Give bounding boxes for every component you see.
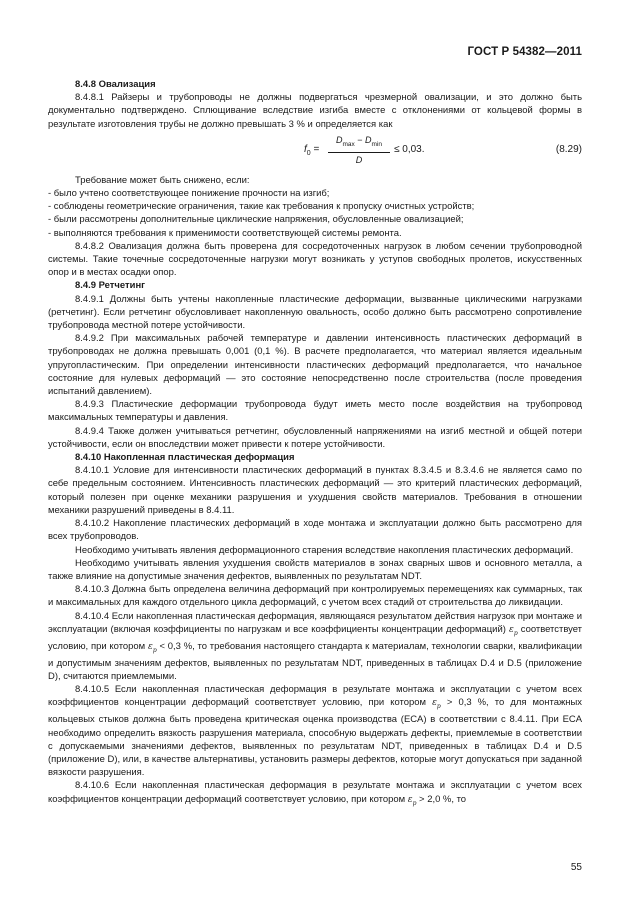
paragraph: 8.4.9.4 Также должен учитываться ретчетинг, обусловленный напряжениями на изгиб местной и общей потери устойчивости, если он впоследствии может привести к потере устойчивости. [48, 425, 582, 450]
formula-denominator: D [355, 154, 363, 165]
page-number: 55 [570, 862, 582, 873]
paragraph-8-4-10-5: 8.4.10.5 Если накопленная пластическая деформация в результате монтажа и эксплуатации с учетом всех коэффициентов концентрации деформаций соответствует условию, при котором $\varepsilon_p > 0,3$ %, то для монтажных кольцевых стыков должна быть проведена критическая оценка производства (ECA) в соответствии с 8.4.11. При ECA необходимо определить вязкость разрушения материала, способную выдержать дефекты, приемлемые в соответствии с допускаемыми значениями дефектов, выявленных по результатам NDT, приведенных в таблицах D.4 и D.5 (приложение D), или, в качестве альтернативы, установить размеры дефектов, которые могут допускаться при заданной вязкости разрушения. [48, 684, 582, 779]
paragraph: 8.4.9.1 Должны быть учтены накопленные пластические деформации, вызванные циклическими нагрузками (ретчетинг). Если ретчетинг обусловливает накопленную овальность, особо должно быть рассмотрено сопротивление трубопровода местной потере устойчивости. [48, 293, 582, 332]
epsilon-p-symbol: $\varepsilon_p$ [432, 698, 441, 711]
formula-number: (8.29) [555, 143, 582, 155]
epsilon-p-symbol: $\varepsilon_p$ [508, 624, 518, 637]
paragraph-8-4-10-4: 8.4.10.4 Если накопленная пластическая деформация, являющаяся результатом действия нагрузок при монтаже и эксплуатации (включая коэффициенты по нагрузкам и все коэффициенты концентрации деформаций) $\varepsilon_p$ соответствует условию, при котором $\varepsilon_p < 0,3$ %, то требования настоящего стандарта к материалам, технологии сварки, квалификации и допустимым значениям дефектов, выявленных по результатам NDT, приведенных в таблицах D.4 и D.5 (приложение D), считаются приемлемыми. [48, 610, 583, 682]
section-heading: 8.4.10 Накопленная пластическая деформация [75, 452, 295, 464]
list-item: - были рассмотрены дополнительные циклические напряжения, обусловленные овализацией; [48, 214, 464, 226]
standard-number: ГОСТ Р 54382—2011 [467, 46, 582, 58]
paragraph: Требование может быть снижено, если: [75, 174, 250, 186]
paragraph-8-4-10-6: 8.4.10.6 Если накопленная пластическая деформация в результате монтажа и эксплуатации с учетом всех коэффициентов концентрации деформаций соответствует условию, при котором $\varepsilon_p > 2,0$ %, то [48, 780, 582, 807]
section-8-4-8-intro [48, 78, 582, 131]
epsilon-p-symbol: $\varepsilon_p$ [147, 641, 157, 654]
formula-8-29 [48, 132, 582, 170]
section-heading: 8.4.8 Овализация [75, 79, 156, 90]
list-item: - соблюдены геометрические ограничения, такие как требования к пропуску очистных устройств; [48, 201, 475, 213]
list-item: - было учтено соответствующее понижение прочности на изгиб; [48, 188, 330, 200]
document-body [48, 78, 582, 810]
section-heading: 8.4.9 Ретчетинг [75, 280, 146, 292]
formula-lhs: $f_0$ = [304, 143, 320, 157]
paragraph: 8.4.9.2 При максимальных рабочей температуре и давлении интенсивность пластических деформаций в трубопроводах не должна превышать 0,001 (0,1 %). В расчете предполагается, что материал является идеальным упругопластическим. При определении интенсивности пластических деформаций предполагается, что начальное состояние для нулевых деформаций — это состояние непосредственно после строительства (после проведения испытаний давлением). [48, 333, 582, 398]
paragraph: Необходимо учитывать явления ухудшения свойств материалов в зонах сварных швов и основного металла, а также влияние на допустимые значения дефектов, выявленных по результатам NDT. [48, 557, 582, 582]
paragraph: 8.4.8.2 Овализация должна быть проверена для сосредоточенных нагрузок в любом сечении трубопроводной системы. Такие точечные сосредоточенные нагрузки могут возникать у уступов свободных пролетов, искусственных опор и в местах осадки опор. [48, 240, 582, 279]
formula-numerator: $D_{max} - D_{min}$ [328, 134, 390, 153]
paragraph: 8.4.10.2 Накопление пластических деформаций в ходе монтажа и эксплуатации должно быть рассмотрено для всех трубопроводов. [48, 518, 582, 543]
formula-fraction [328, 134, 390, 167]
formula-rhs: ≤ 0,03. [394, 143, 425, 155]
epsilon-p-symbol: $\varepsilon_p$ [407, 794, 417, 807]
paragraph: 8.4.10.3 Должна быть определена величина деформаций при контролируемых перемещениях как суммарных, так и максимальных для каждого отдельного цикла деформаций, с учетом всех стадий от строительства до ликвидации. [48, 584, 582, 609]
paragraph: 8.4.8.1 Райзеры и трубопроводы не должны подвергаться чрезмерной овализации, и это должно быть документально подтверждено. Сплющивание вследствие изгиба вместе с отклонениями от кольцевой формы в результате изготовления трубы не должно превышать 3 % и определяется как [48, 92, 582, 130]
list-item: - выполняются требования к применимости соответствующей системы ремонта. [48, 227, 402, 239]
sections-body [48, 174, 582, 610]
paragraph: 8.4.9.3 Пластические деформации трубопровода будут иметь место после воздействия на трубопровод максимальных температуры и давления. [48, 399, 582, 424]
paragraph: 8.4.10.1 Условие для интенсивности пластических деформаций в пунктах 8.3.4.5 и 8.3.4.6 не является само по себе предельным состоянием. Интенсивность пластических деформаций — это критерий пластических деформаций, который полезен при оценке механики разрушения и ухудшения свойств материалов. Требования в отношении механики разрушений приведены в 8.4.11. [48, 465, 582, 516]
paragraph: Необходимо учитывать явления деформационного старения вследствие накопления пластических деформаций. [75, 544, 574, 556]
